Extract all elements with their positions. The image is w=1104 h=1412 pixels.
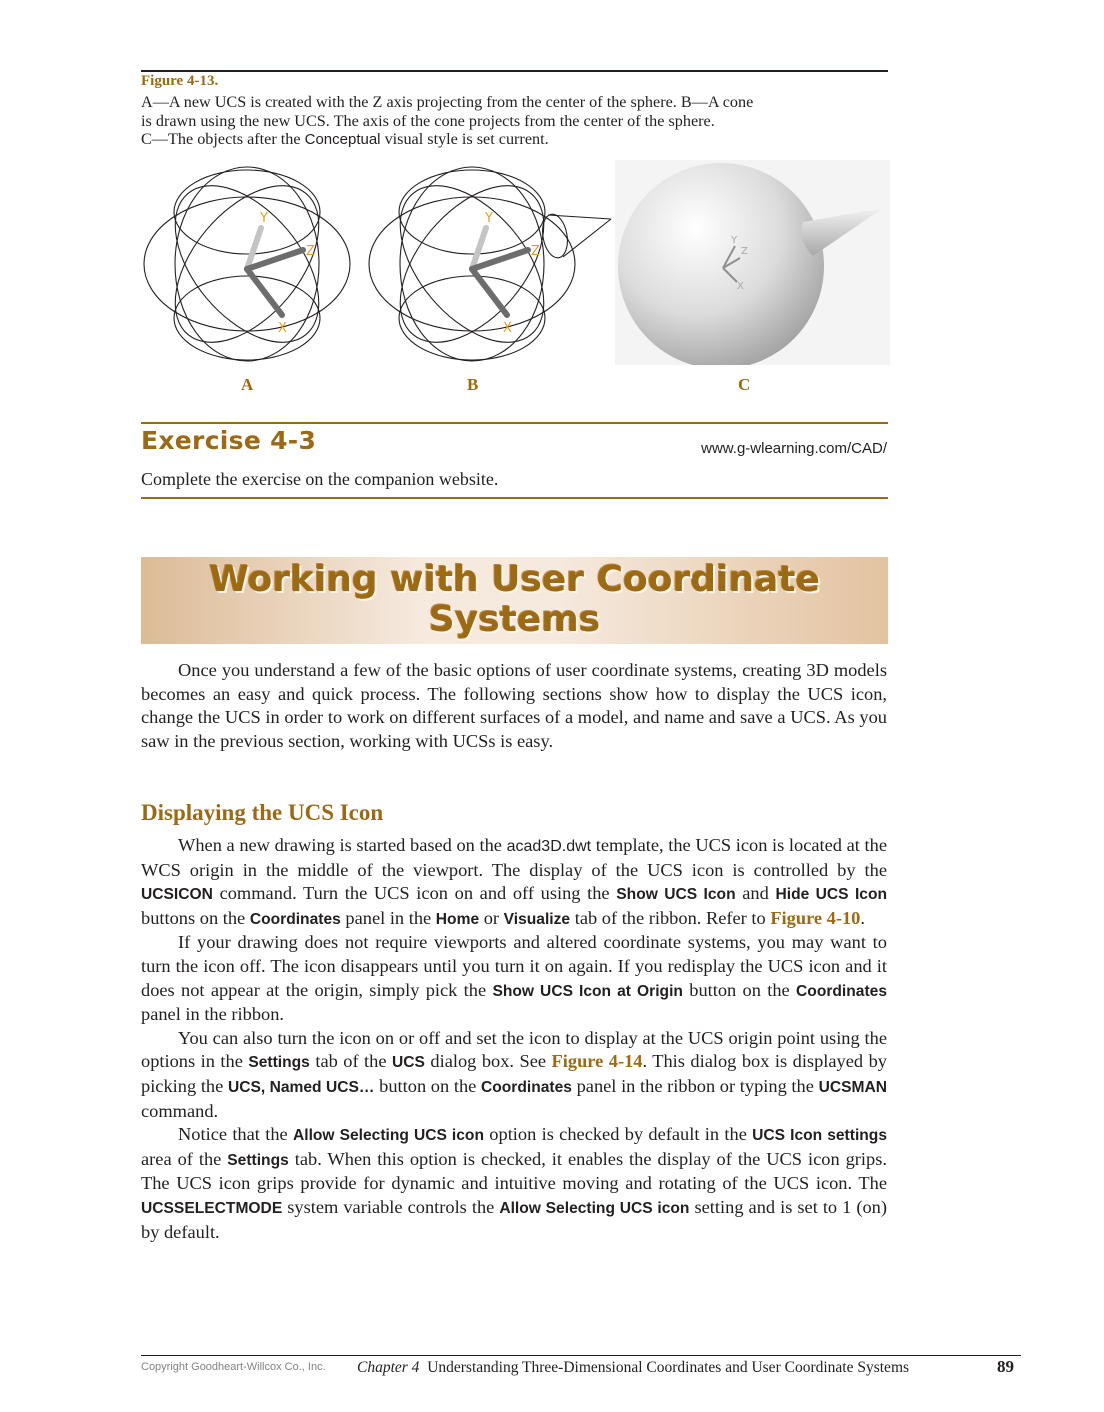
axis-label-z: Z [531,244,540,259]
figure-label: Figure 4-13. [141,73,219,89]
footer-rule [141,1355,1021,1356]
caption-conceptual: Conceptual [304,131,381,148]
figure-ref-4-10[interactable]: Figure 4-10 [770,907,861,928]
paragraph-4: Notice that the Allow Selecting UCS icon option is checked by default in the UCS Icon settings area of the Settings tab. When this option is checked, it enables the display of the UCS icon grips. The UCS icon grips provide for dynamic and intuitive moving and rotating of the UCS icon. The UCSSELECTMODE system variable controls the Allow Selecting UCS icon setting and is set to 1 (on) by default. [141,1124,887,1242]
top-rule [141,70,888,72]
axis-label-y: Y [731,235,738,246]
figure-letter-c: C [738,375,751,394]
exercise-url[interactable]: www.g-wlearning.com/CAD/ [701,440,887,457]
axis-label-z: Z [306,244,315,259]
figure-caption [141,93,891,150]
axis-label-y: Y [485,211,493,226]
page-number: 89 [997,1357,1014,1376]
paragraph-2: If your drawing does not require viewports and altered coordinate systems, you may want to turn the icon off. The icon disappears until you turn it on again. If you redisplay the UCS icon and it does not appear at the origin, simply pick the Show UCS Icon at Origin button on the Coordinates panel in the ribbon. [141,932,888,1025]
exercise-text: Complete the exercise on the companion website. [141,469,499,489]
footer-copyright: Copyright Goodheart-Willcox Co., Inc. [141,1361,326,1373]
section-title: Working with User Coordinate Systems [209,559,820,640]
figure-letter-a: A [241,375,254,394]
exercise-top-rule [141,422,888,424]
caption-line-3: C—The objects after the Conceptual visual style is set current. [141,130,549,148]
axis-label-x: X [737,281,744,292]
axis-label-z: Z [741,246,748,257]
section-intro: Once you understand a few of the basic options of user coordinate systems, creating 3D models becomes an easy and quick process. The following sections show how to display the UCS icon, change the UCS in order to work on different surfaces of a model, and name and save a UCS. As you saw in the previous section, working with UCSs is easy. [141,660,887,751]
footer-chapter: Chapter 4 Understanding Three-Dimensional Coordinates and User Coordinate Systems [357,1359,910,1376]
caption-line-1: A—A new UCS is created with the Z axis projecting from the center of the sphere. B—A cone [141,93,754,111]
paragraph-3: You can also turn the icon on or off and set the icon to display at the UCS origin point using the options in the Settings tab of the UCS dialog box. See Figure 4-14. This dialog box is displayed by picking the UCS, Named UCS… button on the Coordinates panel in the ribbon or typing the UCSMAN command. [141,1027,887,1121]
axis-label-x: X [278,321,287,336]
figure-b-sphere-with-cone [365,160,615,370]
subsection-body [141,834,887,1244]
subsection-heading: Displaying the UCS Icon [141,800,384,825]
figure-letter-b: B [467,375,479,394]
caption-line-2: is drawn using the new UCS. The axis of the cone projects from the center of the sphere. [141,111,715,130]
axis-label-x: X [503,321,512,336]
paragraph-1: When a new drawing is started based on the acad3D.dwt template, the UCS icon is located at the WCS origin in the middle of the viewport. The display of the UCS icon is controlled by the UCSICON command. Turn the UCS icon on and off using the Show UCS Icon and Hide UCS Icon buttons on the Coordinates panel in the Home or Visualize tab of the ribbon. Refer to Figure 4-10. [141,835,888,928]
exercise-bottom-rule [141,497,888,499]
exercise-title: Exercise 4-3 [141,426,317,455]
figure-ref-4-14[interactable]: Figure 4-14 [551,1051,643,1072]
figure-a-wireframe-sphere [140,160,355,370]
axis-label-y: Y [260,211,268,226]
figure-c-conceptual-sphere [615,160,890,365]
